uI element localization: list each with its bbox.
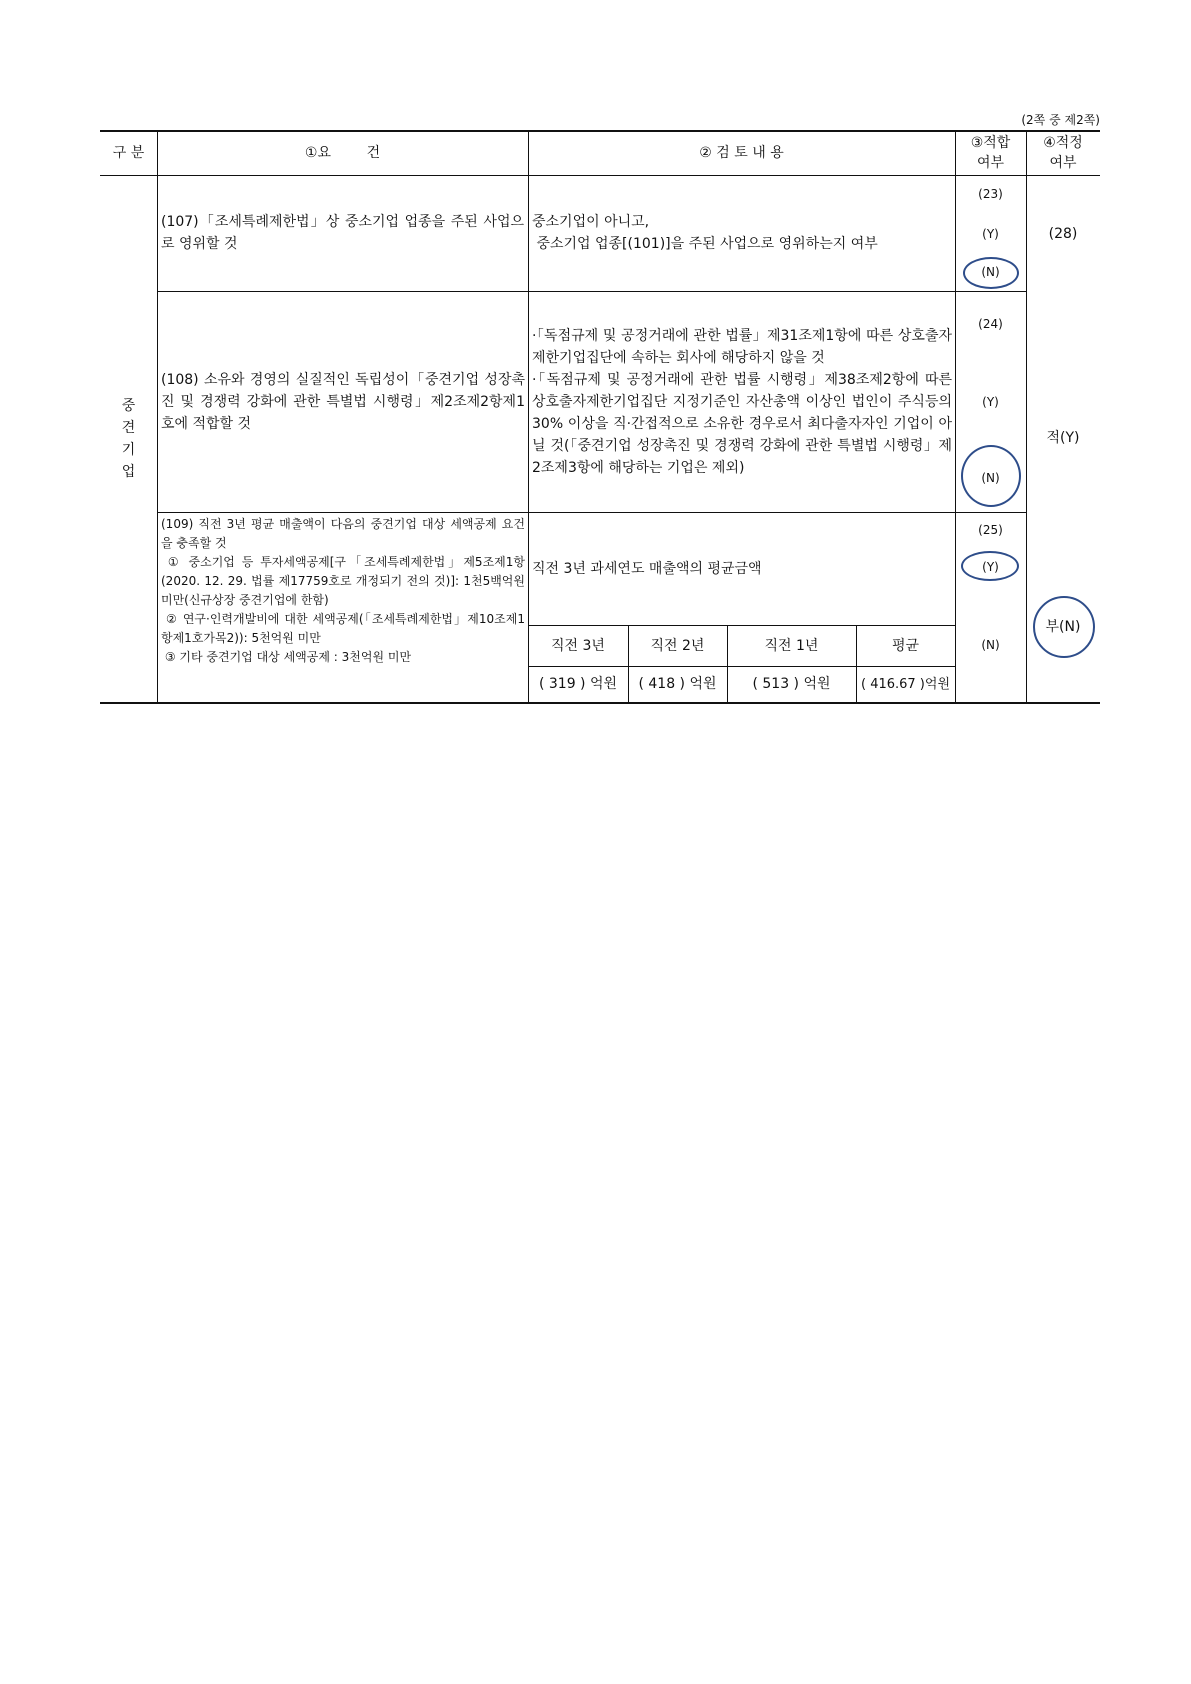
- category-char: 업: [121, 463, 136, 480]
- row108-review-line1: ·「독점규제 및 공정거래에 관한 법률」제31조제1항에 따른 상호출자제한기업집단에 속하는 회사에 해당하지 않을 것: [532, 327, 952, 366]
- header-fit-line2: 여부: [976, 154, 1005, 171]
- header-proper-line2: 여부: [1049, 154, 1077, 171]
- row107-requirement-text: (107)「조세특례제한법」상 중소기업 업종을 주된 사업으로 영위할 것: [161, 214, 524, 252]
- proper-number: (28): [1048, 226, 1078, 242]
- header-review: ② 검 토 내 용: [699, 144, 784, 161]
- row109-fit-number: (25): [978, 522, 1003, 537]
- row108-requirement-text: (108) 소유와 경영의 실질적인 독립성이「중견기업 성장촉진 및 경쟁력 강화에 관한 특별법 시행령」제2조제2항제1호에 적합할 것: [161, 371, 525, 432]
- row109-review: 직전 3년 과세연도 매출액의 평균금액: [532, 560, 762, 577]
- row107-fit-yes[interactable]: (Y): [982, 226, 999, 241]
- review-table: [100, 130, 1100, 704]
- row108-fit-number: (24): [978, 316, 1003, 331]
- header-requirement: ①요 건: [304, 144, 381, 161]
- row108-review-line2: ·「독점규제 및 공정거래에 관한 법률 시행령」제38조제2항에 따른 상호출자제한기업집단 지정기준인 자산총액 이상인 법인이 주식등의 30% 이상을 직·간접적으로 소유한 경우로서 최다출자자인 기업이 아닐 것(「중견기업 성장촉진 및 경쟁력 강화에 관한 특별법 시행령」제2조제3항에 해당하는 기업은 제외): [532, 371, 952, 476]
- table-bottom-border: [100, 702, 1100, 704]
- header-fit: [955, 130, 1026, 175]
- sales-value-3y: ( 319 ) 억원: [538, 676, 618, 692]
- sales-value-2y: ( 418 ) 억원: [638, 676, 717, 692]
- sales-header-avg: 평균: [891, 637, 920, 654]
- row109-requirement-line: ③ 기타 중견기업 대상 세액공제 : 3천억원 미만: [161, 650, 412, 664]
- proper-yes[interactable]: 적(Y): [1046, 430, 1080, 446]
- row108-no-selected-circle: [961, 445, 1021, 507]
- divider-requirement: [528, 130, 529, 703]
- row108-fit-no[interactable]: (N): [981, 470, 1000, 485]
- row109-requirement: [161, 515, 529, 701]
- category-char: 견: [121, 419, 136, 436]
- header-proper-line1: ④적정: [1043, 134, 1083, 151]
- row107-review-line2: 중소기업 업종[(101)]을 주된 사업으로 영위하는지 여부: [532, 236, 878, 252]
- row109-requirement-line: ① 중소기업 등 투자세액공제[구「조세특례제한법」제5조제1항(2020. 12. 29. 법률 제17759호로 개정되기 전의 것)]: 1천5백억원 미만(신규상장 중견기업에 한함): [161, 555, 529, 607]
- category-label: [100, 175, 157, 702]
- sales-value-avg: ( 416.67 )억원: [860, 676, 950, 692]
- row107-fit-no[interactable]: (N): [981, 264, 1000, 279]
- page-indicator: (2쪽 중 제2쪽): [1021, 113, 1100, 127]
- row107-review: [532, 175, 952, 291]
- category-char: 기: [121, 441, 136, 458]
- row107-fit-number: (23): [978, 186, 1003, 201]
- header-fit-line1: ③적합: [970, 134, 1011, 151]
- row108-review: [532, 291, 952, 512]
- proper-no[interactable]: 부(N): [1045, 619, 1081, 635]
- row109-requirement-line: ② 연구·인력개발비에 대한 세액공제(「조세특례제한법」제10조제1항제1호가목2)): 5천억원 미만: [161, 612, 525, 645]
- proper-no-selected-circle: [1033, 596, 1095, 658]
- row108-requirement: [161, 291, 525, 512]
- sales-header-3y: 직전 3년: [551, 637, 605, 654]
- header-proper: [1026, 130, 1100, 175]
- row107-no-selected-circle: [963, 257, 1019, 289]
- row108-fit-yes[interactable]: (Y): [982, 394, 999, 409]
- row109-yes-selected-circle: [961, 551, 1019, 581]
- sales-value-1y: ( 513 ) 억원: [752, 676, 831, 692]
- sales-header-1y: 직전 1년: [764, 637, 819, 654]
- row107-review-line1: 중소기업이 아니고,: [532, 214, 650, 230]
- divider-gubun: [157, 130, 158, 703]
- row109-fit-yes[interactable]: (Y): [982, 559, 999, 574]
- row107-requirement: [161, 175, 524, 291]
- category-char: 중: [121, 397, 136, 414]
- row109-requirement-line: (109) 직전 3년 평균 매출액이 다음의 중견기업 대상 세액공제 요건을 충족할 것: [161, 517, 525, 550]
- sales-header-2y: 직전 2년: [650, 637, 705, 654]
- row109-fit-no[interactable]: (N): [981, 637, 1000, 652]
- divider-review: [955, 130, 956, 703]
- header-gubun: 구 분: [112, 144, 145, 161]
